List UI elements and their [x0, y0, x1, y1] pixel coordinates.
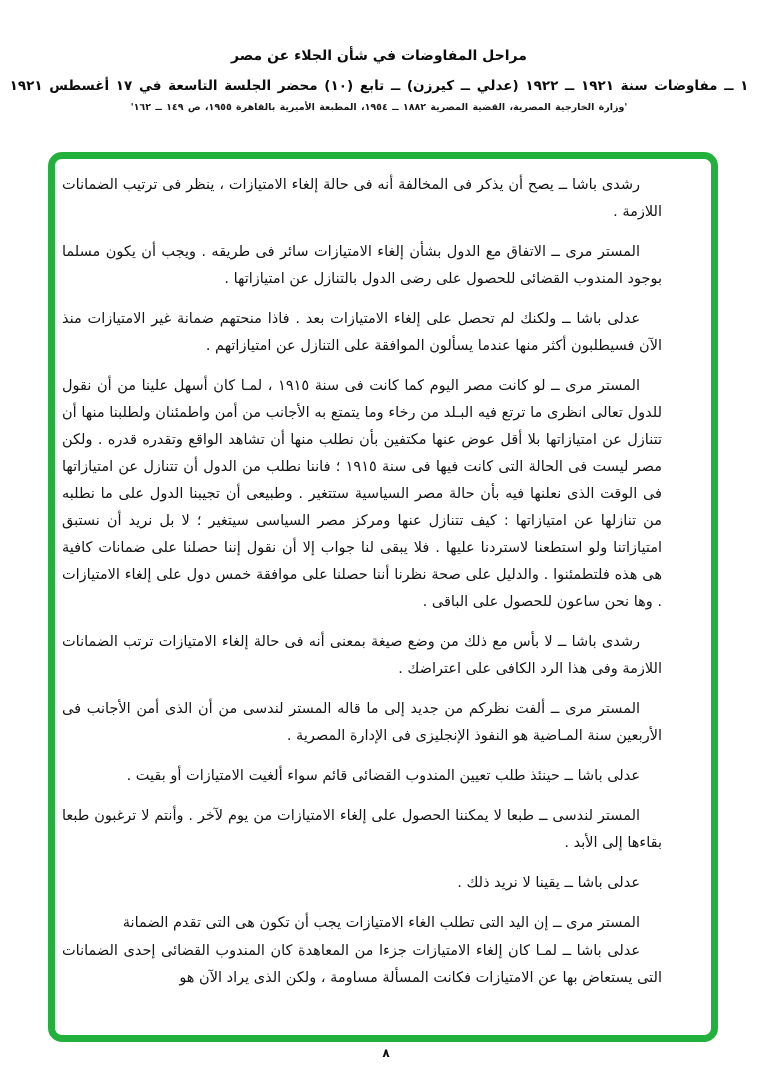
page-number: ٨ — [382, 1046, 390, 1060]
dialogue-paragraph — [62, 763, 662, 790]
speaker-dash: ــ — [557, 634, 567, 650]
dialogue-paragraph — [62, 629, 662, 683]
speaker-name: المستر مرى — [565, 701, 641, 717]
speaker-dash: ــ — [550, 701, 560, 717]
speaker-name: المستر لندسى — [552, 808, 641, 824]
speaker-name: المستر مرى — [565, 378, 641, 394]
dialogue-paragraph — [62, 239, 662, 293]
dialogue-text: يصح أن يذكر فى المخالفة أنه فى حالة إلغاء الامتيازات ، ينظر فى ترتيب الضمانات اللازمة . — [62, 177, 662, 220]
dialogue-text: ولكنك لم تحصل على إلغاء الامتيازات بعد . فاذا منحتهم ضمانة غير الامتيازات منذ الآن فسيطلبون أكثر منها عندما يسألون الموافقة على التنازل عن امتيازاتهم . — [62, 311, 662, 354]
dialogue-text: ألفت نظركم من جديد إلى ما قاله المستر لندسى من أن الذى أمن الأجانب فى الأربعين سنة المـاضية هو النفوذ الإنجليزى فى الإدارة المصرية . — [62, 701, 662, 744]
dialogue-paragraph — [62, 870, 662, 897]
speaker-name: رشدى باشا — [572, 177, 641, 193]
dialogue-text: حينئذ طلب تعيين المندوب القضائى قائم سواء ألغيت الامتيازات أو بقيت . — [126, 768, 560, 784]
speaker-dash: ــ — [562, 943, 572, 959]
dialogue-text: الاتفاق مع الدول بشأن إلغاء الامتيازات سائر فى طريقه . ويجب أن يكون مسلما بوجود المندوب القضائى للحصول على رضى الدول بالتنازل عن امتيازاتها . — [62, 244, 662, 287]
dialogue-paragraph — [62, 172, 662, 226]
speaker-name: المستر مرى — [566, 915, 640, 931]
speaker-name: عدلى باشا — [576, 311, 641, 327]
dialogue-paragraph — [62, 910, 662, 937]
page-title: مراحل المفاوضات في شأن الجلاء عن مصر — [231, 48, 527, 64]
page-header — [0, 48, 758, 113]
speaker-name: عدلى باشا — [576, 943, 641, 959]
dialogue-paragraph — [62, 803, 662, 857]
dialogue-text: لمـا كان إلغاء الامتيازات جزءا من المعاهدة كان المندوب القضائى إحدى الضمانات التى يستعاض بها عن الامتيازات فكانت المسألة مساومة ، ولكن الذى يراد الآن هو — [62, 943, 662, 986]
speaker-dash: ــ — [564, 875, 573, 891]
speaker-name: المستر مرى — [565, 244, 640, 260]
speaker-dash: ــ — [553, 915, 562, 931]
dialogue-paragraph — [62, 938, 662, 992]
speaker-dash: ــ — [538, 808, 548, 824]
dialogue-text-block — [62, 172, 662, 1005]
speaker-name: رشدى باشا — [571, 634, 640, 650]
speaker-dash: ــ — [551, 378, 560, 394]
speaker-name: عدلى باشا — [577, 768, 640, 784]
source-citation: 'وزارة الخارجية المصرية، القضية المصرية ١٨٨٢ ــ ١٩٥٤، المطبعة الأميرية بالقاهرة ١٩٥٥، ص ١٤٩ ــ ١٦٢' — [130, 102, 628, 113]
speaker-name: عدلى باشا — [577, 875, 640, 891]
speaker-dash: ــ — [564, 768, 573, 784]
dialogue-text: إن اليد التى تطلب الغاء الامتيازات يجب أن تكون هى التى تقدم الضمانة — [122, 915, 549, 931]
dialogue-paragraph — [62, 696, 662, 750]
speaker-dash: ــ — [562, 311, 571, 327]
speaker-dash: ــ — [558, 177, 568, 193]
dialogue-text: يقينا لا نريد ذلك . — [457, 875, 560, 891]
dialogue-paragraph — [62, 373, 662, 616]
page-subtitle: ١ ــ مفاوضات سنة ١٩٢١ ــ ١٩٢٢ (عدلي ــ كيرزن) ــ تابع (١٠) محضر الجلسة التاسعة في ١٧ أغسطس ١٩٢١ — [9, 78, 749, 94]
speaker-dash: ــ — [551, 244, 560, 260]
dialogue-text: لا بأس مع ذلك من وضع صيغة بمعنى أنه فى حالة إلغاء الامتيازات ترتب الضمانات اللازمة وفى هذا الرد الكافى على اعتراضك . — [62, 634, 662, 677]
dialogue-paragraph — [62, 306, 662, 360]
dialogue-text: لو كانت مصر اليوم كما كانت فى سنة ١٩١٥ ، لمـا كان أسهل علينا من أن نقول للدول تعالى انظرى ما ترتع فيه البـلد من رخاء وما يتمتع به الأجانب من أمن واطمئنان ولطلبنا منها أن تتنازل عن امتيازاتها بلا أقل عوض عنها مكتفين بأن نطلب منها أن تشاهد الواقع وتقدره قدره . ولكن مصر ليست فى الحالة التى كانت فيها فى سنة ١٩١٥ ؛ فاننا نطلب من الدول أن تتنازل عن امتيازاتها فى الوقت الذى نعلنها فيه بأن حالة مصر السياسية ستتغير . وطبيعى أن تجيبنا الدول على ما نطلبه من تنازلها عن امتيازاتها : كيف تتنازل عنها ومركز مصر السياسى سيتغير ؛ لا بل نريد أن نستبق امتيازاتنا ولو استطعنا لاستردنا عليها . فلا يبقى لنا جواب إلا أن نقول إننا حصلنا على ضمانات كافية هى هذه فلتطمئنوا . والدليل على صحة نظرنا أننا حصلنا على موافقة خمس دول على إلغاء الامتيازات . وها نحن ساعون للحصول على الباقى . — [62, 378, 662, 610]
dialogue-text: طبعا لا يمكننا الحصول على إلغاء الامتيازات من يوم لآخر . وأنتم لا ترغبون طبعا بقاءها إلى الأبد . — [62, 808, 662, 851]
